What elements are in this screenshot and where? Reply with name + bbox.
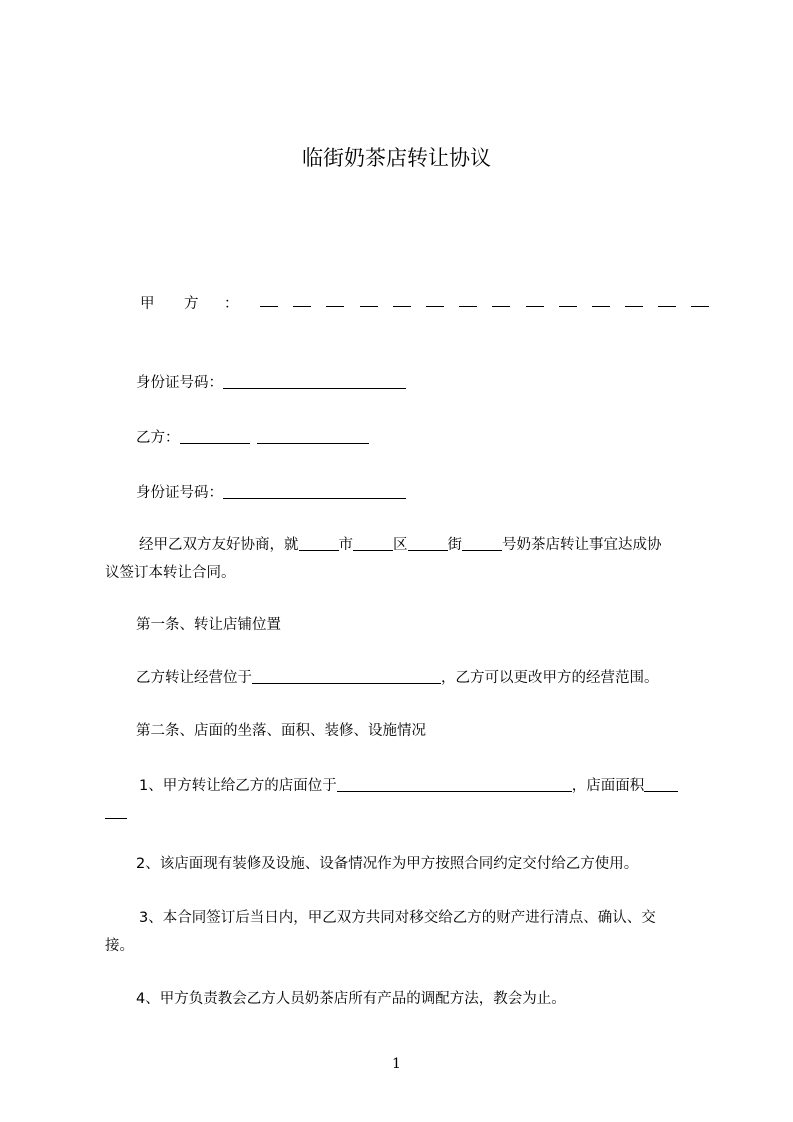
street-blank bbox=[408, 536, 448, 551]
id-number-blank-b bbox=[223, 484, 406, 499]
document-title: 临街奶茶店转让协议 bbox=[302, 146, 491, 170]
party-b-line bbox=[136, 426, 369, 447]
street-label: 街 bbox=[447, 537, 462, 553]
id-number-label-a: 身份证号码： bbox=[136, 375, 223, 391]
intro-text-2: 号奶茶店转让事宜达成协 bbox=[502, 537, 662, 553]
intro-line-1 bbox=[139, 533, 662, 554]
party-b-blank-1 bbox=[180, 429, 250, 444]
id-number-line-a bbox=[136, 371, 406, 392]
intro-line-2: 议签订本转让合同。 bbox=[105, 565, 236, 581]
article-2-item-2: 2、该店面现有装修及设施、设备情况作为甲方按照合同约定交付给乙方使用。 bbox=[136, 856, 639, 872]
number-blank bbox=[462, 536, 502, 551]
article-2-item-3-line-2: 接。 bbox=[105, 938, 134, 954]
page-number: 1 bbox=[392, 1056, 401, 1072]
id-number-blank-a bbox=[223, 374, 406, 389]
district-blank bbox=[353, 536, 393, 551]
shop-area-blank-continued bbox=[105, 802, 127, 821]
id-number-label-b: 身份证号码： bbox=[136, 485, 223, 501]
article-1-text-before: 乙方转让经营位于 bbox=[136, 670, 252, 686]
article-1-heading: 第一条、转让店铺位置 bbox=[136, 617, 281, 633]
id-number-line-b bbox=[136, 481, 406, 502]
article-1-text-after: ，乙方可以更改甲方的经营范围。 bbox=[441, 670, 659, 686]
intro-text-1: 经甲乙双方友好协商，就 bbox=[139, 537, 299, 553]
article-2-item-3-line-1: 3、本合同签订后当日内，甲乙双方共同对移交给乙方的财产进行清点、确认、交 bbox=[139, 910, 656, 926]
item-1-text-after: ，店面面积 bbox=[571, 778, 645, 794]
party-b-label: 乙方： bbox=[136, 430, 180, 446]
party-a-label-char2: 方 bbox=[184, 296, 199, 312]
article-2-item-4: 4、甲方负责教会乙方人员奶茶店所有产品的调配方法，教会为止。 bbox=[136, 991, 566, 1007]
city-label: 市 bbox=[338, 537, 353, 553]
article-2-heading: 第二条、店面的坐落、面积、装修、设施情况 bbox=[136, 723, 426, 739]
item-1-text-before: 1、甲方转让给乙方的店面位于 bbox=[139, 778, 337, 794]
article-1-text bbox=[136, 666, 659, 687]
party-b-blank-2 bbox=[257, 429, 369, 444]
party-a-blank bbox=[260, 292, 725, 311]
shop-location-blank bbox=[337, 777, 572, 792]
location-blank bbox=[252, 669, 441, 684]
party-a-colon: ： bbox=[224, 296, 239, 312]
city-blank bbox=[299, 536, 339, 551]
article-2-item-1 bbox=[139, 774, 678, 795]
district-label: 区 bbox=[393, 537, 408, 553]
party-a-label-char1: 甲 bbox=[140, 296, 155, 312]
shop-area-blank bbox=[644, 777, 678, 792]
